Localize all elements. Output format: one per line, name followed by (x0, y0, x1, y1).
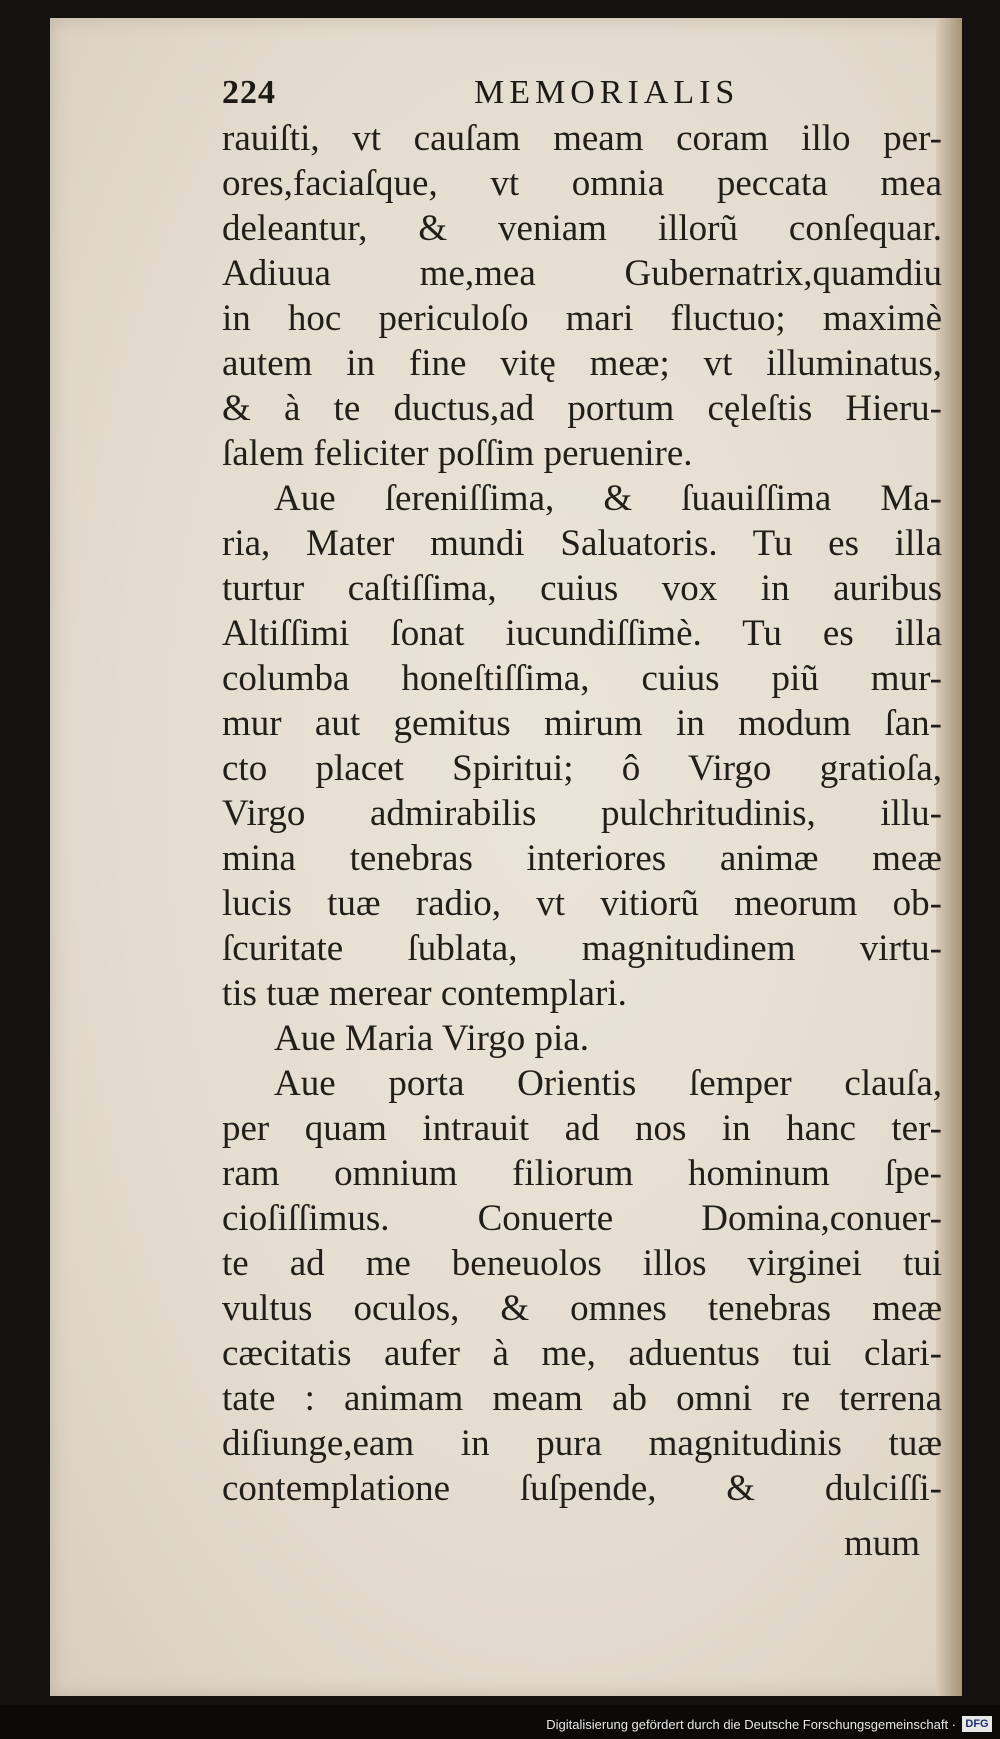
paragraph-start-line: Aue ſereniſſima, & ſuauiſſima Ma- (274, 478, 942, 519)
body-text (222, 116, 942, 1511)
text-line: ſalem feliciter poſſim peruenire. (222, 433, 693, 474)
paragraph-start-line: Aue Maria Virgo pia. (274, 1018, 589, 1059)
text-line: turtur caſtiſſima, cuius vox in auribus (222, 568, 942, 609)
running-head: MEMORIALIS (474, 74, 740, 111)
text-line: tate : animam meam ab omni re terrena (222, 1378, 942, 1419)
text-line: tis tuæ merear contemplari. (222, 973, 627, 1014)
text-line: Virgo admirabilis pulchritudinis, illu- (222, 793, 942, 834)
text-line: ria, Mater mundi Saluatoris. Tu es illa (222, 523, 942, 564)
text-line: rauiſti, vt cauſam meam coram illo per- (222, 118, 942, 159)
funding-credit: Digitalisierung gefördert durch die Deutsche Forschungsgemeinschaft · (546, 1717, 956, 1732)
text-line: in hoc periculoſo mari fluctuo; maximè (222, 298, 942, 339)
text-line: mina tenebras interiores animæ meæ (222, 838, 942, 879)
page-number: 224 (222, 74, 276, 111)
text-line: per quam intrauit ad nos in hanc ter- (222, 1108, 942, 1149)
text-line: mur aut gemitus mirum in modum ſan- (222, 703, 942, 744)
text-line: vultus oculos, & omnes tenebras meæ (222, 1288, 942, 1329)
text-line: autem in fine vitę meæ; vt illuminatus, (222, 343, 942, 384)
dfg-logo: DFG (962, 1716, 992, 1732)
text-line: cæcitatis aufer à me, aduentus tui clari- (222, 1333, 942, 1374)
text-line: cioſiſſimus. Conuerte Domina,conuer- (222, 1198, 942, 1239)
text-line: & à te ductus,ad portum cęleſtis Hieru- (222, 388, 942, 429)
text-line: ſcuritate ſublata, magnitudinem virtu- (222, 928, 942, 969)
text-line: ram omnium filiorum hominum ſpe- (222, 1153, 942, 1194)
text-line: diſiunge,eam in pura magnitudinis tuæ (222, 1423, 942, 1464)
paragraph-start-line: Aue porta Orientis ſemper clauſa, (274, 1063, 942, 1104)
text-line: contemplatione ſuſpende, & dulciſſi- (222, 1468, 942, 1509)
text-line: te ad me beneuolos illos virginei tui (222, 1243, 942, 1284)
catchword: mum (843, 1523, 920, 1564)
digitization-footer (0, 1705, 1000, 1739)
text-line: Adiuua me,mea Gubernatrix,quamdiu (222, 253, 942, 294)
text-line: columba honeſtiſſima, cuius piũ mur- (222, 658, 942, 699)
text-line: lucis tuæ radio, vt vitiorũ meorum ob- (222, 883, 942, 924)
text-line: ores,faciaſque, vt omnia peccata mea (222, 163, 942, 204)
text-line: deleantur, & veniam illorũ conſequar. (222, 208, 942, 249)
text-line: Altiſſimi ſonat iucundiſſimè. Tu es illa (222, 613, 942, 654)
text-line: cto placet Spiritui; ô Virgo gratioſa, (222, 748, 942, 789)
